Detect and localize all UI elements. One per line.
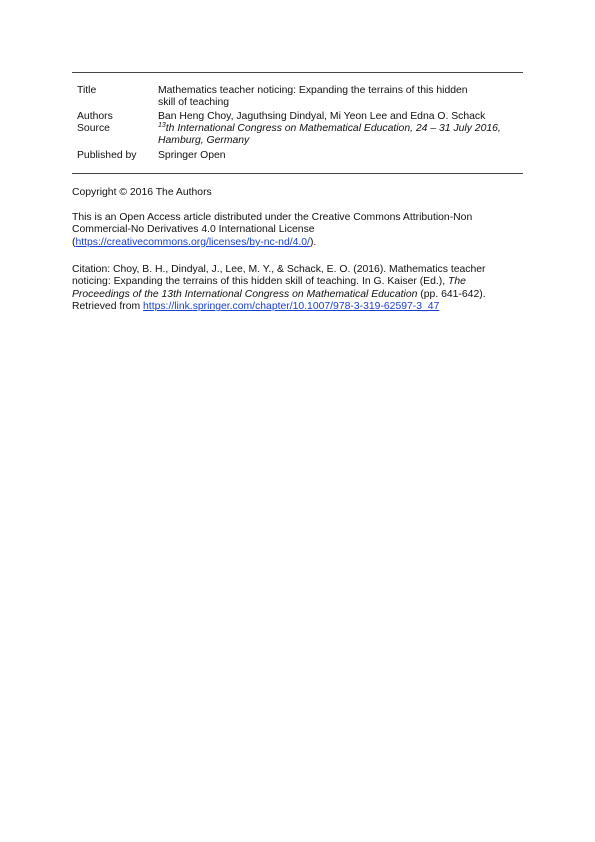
license-line-2: Commercial-No Derivatives 4.0 International License <box>72 224 315 236</box>
citation-line-2-italic: The <box>448 276 466 288</box>
license-line-3 <box>72 237 523 249</box>
citation-proceedings-title: Proceedings of the 13th International Congress on Mathematical Education <box>72 288 418 300</box>
top-divider <box>72 72 523 73</box>
citation-pages: (pp. 641-642). <box>417 288 486 300</box>
citation-link[interactable]: https://link.springer.com/chapter/10.1007/978-3-319-62597-3_47 <box>143 301 440 313</box>
source-value <box>158 123 523 148</box>
license-open-paren: ( <box>72 236 76 248</box>
title-label: Title <box>77 85 97 96</box>
source-line-1-text: th International Congress on Mathematical Education, 24 – 31 July 2016, <box>165 123 501 134</box>
license-paragraph <box>72 212 523 249</box>
authors-label: Authors <box>77 111 113 122</box>
citation-line-1: Citation: Choy, B. H., Dindyal, J., Lee, M. Y., & Schack, E. O. (2016). Mathematics teacher <box>72 264 486 275</box>
source-line-2: Hamburg, Germany <box>158 135 250 147</box>
source-superscript: 13 <box>158 122 166 129</box>
citation-line-4 <box>72 301 523 313</box>
copyright-notice: Copyright © 2016 The Authors <box>72 187 212 198</box>
citation-line-2-text: noticing: Expanding the terrains of this hidden skill of teaching. In G. Kaiser (Ed.), <box>72 276 448 288</box>
license-line-1: This is an Open Access article distributed under the Creative Commons Attribution-Non <box>72 212 473 223</box>
title-line-2: skill of teaching <box>158 97 230 109</box>
authors-value: Ban Heng Choy, Jaguthsing Dindyal, Mi Yeon Lee and Edna O. Schack <box>158 111 486 122</box>
citation-paragraph <box>72 264 523 314</box>
bottom-divider <box>72 173 523 174</box>
published-by-value: Springer Open <box>158 150 226 161</box>
title-value <box>158 85 523 110</box>
published-by-label: Published by <box>77 150 137 161</box>
license-close: ). <box>309 236 317 248</box>
citation-retrieved-from: Retrieved from <box>72 301 144 313</box>
source-label: Source <box>77 123 110 134</box>
citation-line-2 <box>72 276 523 288</box>
title-line-1: Mathematics teacher noticing: Expanding the terrains of this hidden <box>158 85 468 96</box>
citation-line-3 <box>72 289 523 301</box>
license-link[interactable]: https://creativecommons.org/licenses/by-nc-nd/4.0/ <box>75 236 310 248</box>
source-line-1 <box>158 123 523 135</box>
